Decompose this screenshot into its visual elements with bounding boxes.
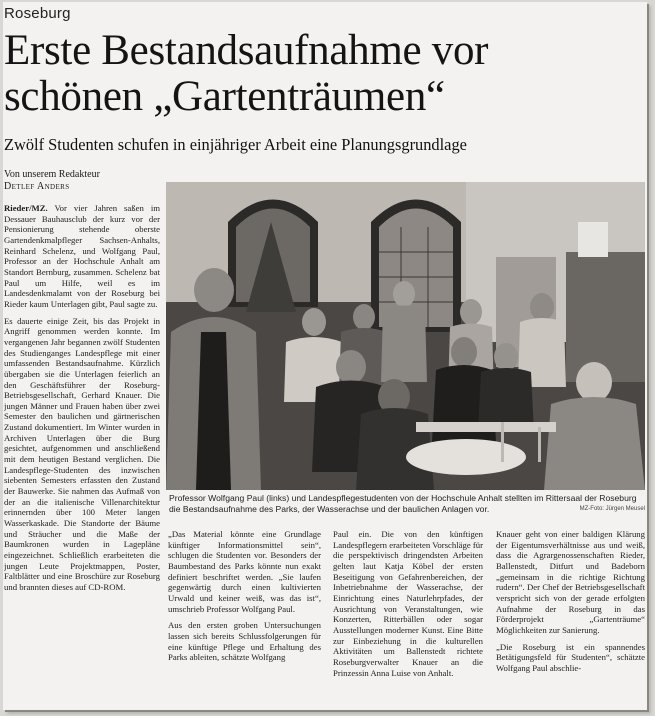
photo-credit: MZ-Foto: Jürgen Meusel [579, 506, 645, 512]
article-paragraph: „Die Roseburg ist ein spannendes Betätigungsfeld für Studenten“, schätzte Wolfgang Paul abschlie- [496, 641, 645, 673]
article-paragraph: Es dauerte einige Zeit, bis das Projekt in Angriff genommen werden konnte. Im vergangenen Jahr begannen zwölf Studenten des Studienganges Landespflege mit einer umfassenden Bestandsaufnahme. Kürzlich übergaben sie die Unterlagen feierlich an den Geschäftsführer der Roseburg-Betriebsgesellschaft, Gerhard Knauer. Die jungen Männer und Frauen haben über zwei Semester den baulichen und gärtnerischen Zustand dokumentiert. Im Winter wurden in Archiven Unterlagen über die Burg gesichtet, aufgenommen und anschließend mit dem heutigen Bestand verglichen. Die Landespflege-Studenten des inzwischen siebenten Semesters erfassten den Zustand der Bauwerke. Sie nahmen das Aufmaß von der an die italienische Villenarchitektur erinnernden über 100 Meter langen Wasserkaskade. Die Standorte der Bäume und Sträucher und die Maße der Baumkronen wurden in Lagepläne eingezeichnet. Schließlich erarbeiteten die jungen Leute Projektmappen, Poster, Faltblätter und eine Broschüre zur Roseburg und brannten dieses auf CD-ROM. [4, 315, 160, 592]
byline-author: Detlef Anders [4, 181, 70, 192]
article-photo [166, 182, 645, 490]
article-paragraph [4, 203, 160, 310]
caption-text: Professor Wolfgang Paul (links) und Landespflegestudenten von der Hochschule Anhalt stellten im Rittersaal der Roseburg die Bestandsaufnahme des Parks, der Wasserachse und der baulichen Anlagen vor. [169, 493, 637, 514]
article-column-left [4, 203, 160, 708]
dateline: Rieder/MZ. [4, 203, 48, 213]
section-label: Roseburg [4, 5, 71, 22]
paragraph-text: Vor vier Jahren saßen im Dessauer Bauhausclub der kurz vor der Pensionierung stehende oberste Gartendenkmalpfleger Sachsen-Anhalts, Reinhard Schelenz, und Wolfgang Paul, Professor an der Hochschule Anhalt am Standort Bernburg, zusammen. Schelenz bat Paul um Hilfe, weil es im Landesdenkmalamt von der Roseburg bei Rieder kaum Unterlagen gibt, Paul sagte zu. [4, 203, 160, 309]
photo-illustration [166, 182, 645, 490]
headline [4, 28, 644, 120]
article-paragraph: Aus den ersten groben Untersuchungen lassen sich bereits Schlussfolgerungen für eine künftige Pflege und Erhaltung des Parks ableiten, schätzte Wolfgang [168, 620, 321, 663]
newspaper-clipping [3, 2, 647, 710]
article-paragraph: Knauer geht von einer baldigen Klärung der Eigentumsverhältnisse aus und weiß, dass die Agrargenossenschaften Rieder, Ballenstedt, Ditfurt und Badeborn „gemeinsam in die richtige Richtung rudern“. Der Chef der Betriebsgesellschaft verspricht sich von der gerade erfolgten Aufnahme der Roseburg in das Förderprojekt „Gartenträume“ Möglichkeiten zur Sanierung. [496, 529, 645, 635]
byline-prefix: Von unserem Redakteur [4, 169, 100, 180]
article-paragraph: Paul ein. Die von den künftigen Landespflegern erarbeiteten Vorschläge für die perspektivisch dringendsten Arbeiten gelten laut Katja Köbel der ersten Beseitigung von Gefahrenbereichen, der Inbetriebnahme der Wasserachse, der Einrichtung eines Naturlehrpfades, der Ausrichtung von Veranstaltungen, wie Konzerten, Ritterbällen oder sogar Ausstellungen moderner Kunst. Eine Bitte zur Einbeziehung in die kulturellen Aktivitäten um Ballenstedt richtete Roseburgverwalter Knauer an die Prinzessin Anna Luise von Anhalt. [333, 529, 483, 678]
headline-line-1: Erste Bestandsaufnahme vor [4, 27, 489, 74]
article-paragraph: „Das Material könnte eine Grundlage künftiger Informationsmittel sein“, schlugen die Studenten vor. Besonders der Baumbestand des Parks könnte nun exakt definiert beschriftet werden. „Sie laufen gegenwärtig durch einen kultivierten Urwald und keiner weiß, was das ist“, umschrieb Professor Wolfgang Paul. [168, 529, 321, 614]
article-column-d [496, 529, 645, 708]
subheadline: Zwölf Studenten schufen in einjähriger Arbeit eine Planungsgrundlage [4, 135, 467, 154]
article-column-c [333, 529, 483, 708]
byline [4, 169, 169, 193]
headline-line-2: schönen „Gartenträumen“ [4, 73, 445, 120]
photo-caption [169, 493, 645, 515]
article-column-b [168, 529, 321, 708]
